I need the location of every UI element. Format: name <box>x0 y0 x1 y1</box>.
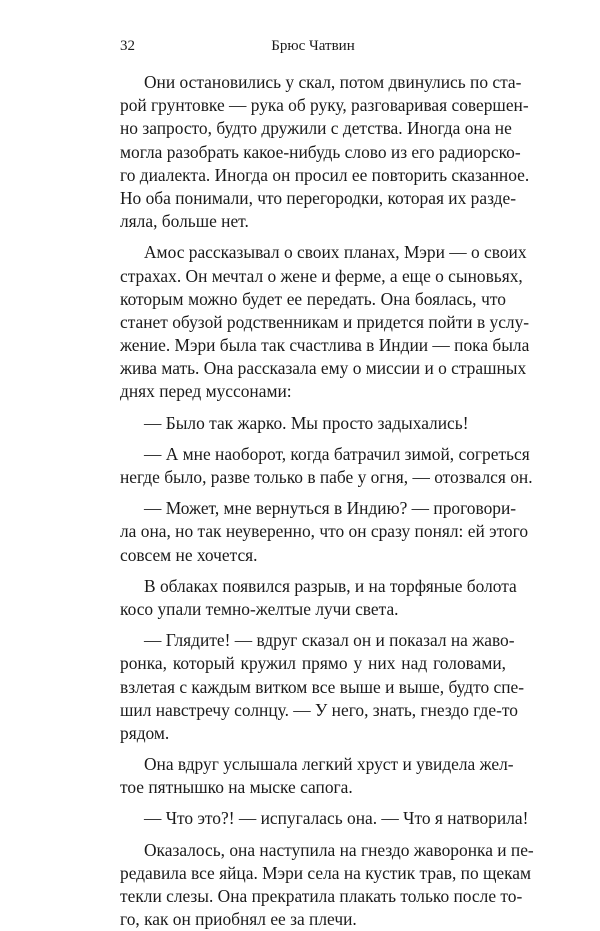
text-line: Оказалось, она наступила на гнездо жаворонка и пе- <box>144 839 534 860</box>
text-line: днях перед муссонами: <box>120 381 292 402</box>
paragraph <box>120 412 506 435</box>
text-line: Амос рассказывал о своих планах, Мэри — о своих <box>144 242 527 263</box>
text-line: рой грунтовке — рука об руку, разговаривая совершен- <box>120 95 529 116</box>
body-text <box>120 71 534 931</box>
paragraph <box>120 839 534 931</box>
text-line: ляла, больше нет. <box>120 211 249 232</box>
running-head <box>120 36 506 56</box>
text-line: В облаках появился разрыв, и на торфяные болота <box>144 575 517 596</box>
text-line: станет обузой родственникам и придется пойти в услу- <box>120 311 530 332</box>
text-line: жива мать. Она рассказала ему о миссии и о страшных <box>120 358 527 379</box>
text-line: совсем не хочется. <box>120 544 258 565</box>
text-line: но запросто, будто дружили с детства. Иногда она не <box>120 118 512 139</box>
text-line: шил навстречу солнцу. — У него, знать, гнездо где-то <box>120 699 518 720</box>
paragraph <box>120 241 530 403</box>
text-line: — Глядите! — вдруг сказал он и показал на жаво- <box>144 630 515 651</box>
paragraph <box>120 497 529 567</box>
text-line: — Что это?! — испугалась она. — Что я натворила! <box>144 808 529 829</box>
text-line: тое пятнышко на мыске сапога. <box>120 777 353 798</box>
text-line: могла разобрать какое-нибудь слово из его радиорско- <box>120 141 521 162</box>
text-line: Она вдруг услышала легкий хруст и увидела жел- <box>144 754 514 775</box>
text-line: жение. Мэри была так счастлива в Индии — пока была <box>120 335 530 356</box>
text-line: взлетая с каждым витком все выше и выше, будто спе- <box>120 676 525 697</box>
paragraph <box>120 753 514 799</box>
paragraph <box>120 629 525 745</box>
text-line: рядом. <box>120 722 170 743</box>
paragraph <box>120 807 529 830</box>
text-line: Но оба понимали, что перегородки, которая их разде- <box>120 187 516 208</box>
text-line: го диалекта. Иногда он просил ее повторить сказанное. <box>120 164 530 185</box>
paragraph <box>120 443 533 489</box>
text-line: Они остановились у скал, потом двинулись по ста- <box>144 72 522 92</box>
text-line: — Было так жарко. Мы просто задыхались! <box>144 412 469 433</box>
paragraph <box>120 71 530 233</box>
text-line: которым можно будет ее передать. Она боялась, что <box>120 288 506 309</box>
text-line: — А мне наоборот, когда батрачил зимой, согреться <box>144 443 530 464</box>
paragraph <box>120 575 517 621</box>
text-line: страхах. Он мечтал о жене и ферме, а еще о сыновьях, <box>120 265 523 286</box>
text-line: ронка, который кружил прямо у них над головами, <box>120 653 506 674</box>
text-line: ла она, но так неуверенно, что он сразу понял: ей этого <box>120 521 529 542</box>
running-title: Брюс Чатвин <box>271 38 355 54</box>
text-line: косо упали темно-желтые лучи света. <box>120 598 399 619</box>
text-line: — Может, мне вернуться в Индию? — проговори- <box>144 498 517 519</box>
text-line: текли слезы. Она прекратила плакать только после то- <box>120 886 523 906</box>
text-line: го, как он приобнял ее за плечи. <box>120 909 357 930</box>
page-number: 32 <box>120 38 135 54</box>
text-line: негде было, разве только в пабе у огня, — отозвался он. <box>120 467 533 487</box>
text-line: редавила все яйца. Мэри села на кустик трав, по щекам <box>120 862 532 883</box>
